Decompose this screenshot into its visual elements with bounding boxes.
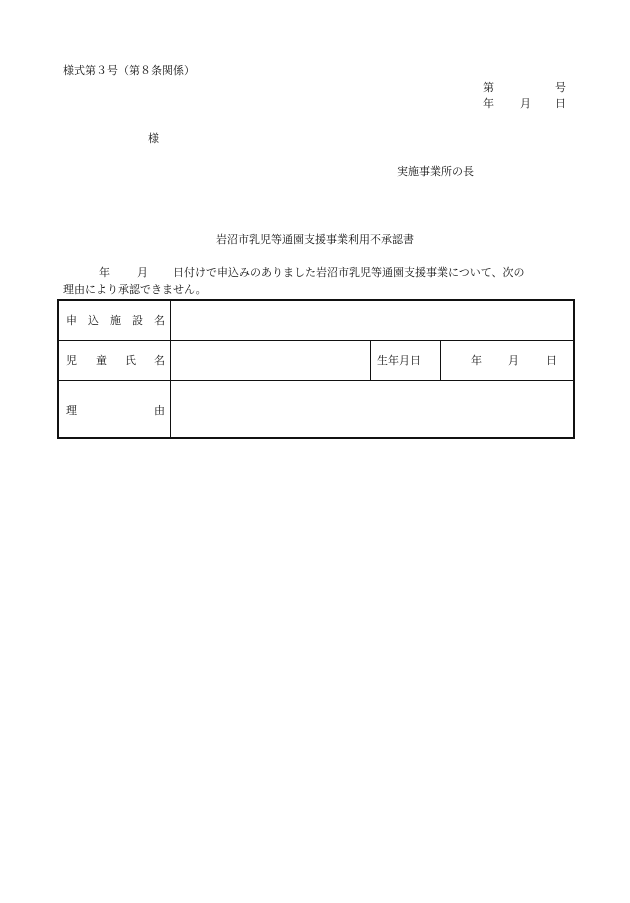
issue-date-month: 月	[520, 97, 531, 110]
reason-label-char: 由	[154, 404, 165, 417]
issue-date-year: 年	[483, 97, 494, 110]
birth-month-label: 月	[508, 354, 519, 367]
facility-name-field[interactable]	[172, 301, 573, 340]
child-name-label-char: 名	[154, 354, 165, 367]
facility-name-label-char: 込	[88, 314, 99, 327]
document-number-prefix: 第	[483, 81, 494, 94]
reason-field[interactable]	[172, 381, 573, 437]
body-line1-text: 日付けで申込みのありました岩沼市乳児等通園支援事業について、次の	[173, 266, 525, 279]
birth-year-label: 年	[471, 354, 482, 367]
table-column-divider	[440, 340, 441, 380]
form-number: 様式第３号（第８条関係）	[63, 64, 195, 77]
reason-label-char: 理	[66, 404, 77, 417]
table-column-divider	[370, 340, 371, 380]
body-year: 年	[99, 266, 110, 279]
birth-day-label: 日	[546, 354, 557, 367]
child-name-label-char: 児	[66, 354, 77, 367]
birthdate-label: 生年月日	[377, 354, 421, 367]
body-text-line2: 理由により承認できません。	[63, 283, 207, 296]
application-table	[57, 299, 575, 439]
sender-title: 実施事業所の長	[397, 165, 474, 178]
facility-name-label-char: 設	[132, 314, 143, 327]
body-month: 月	[137, 266, 148, 279]
addressee-honorific: 様	[148, 132, 159, 145]
facility-name-label-char: 名	[154, 314, 165, 327]
birthdate-field[interactable]	[442, 341, 573, 380]
document-number-suffix: 号	[555, 81, 566, 94]
child-name-label-char: 童	[96, 354, 107, 367]
issue-date-day: 日	[555, 97, 566, 110]
document-title: 岩沼市乳児等通園支援事業利用不承認書	[216, 233, 414, 246]
child-name-label-char: 氏	[125, 354, 136, 367]
facility-name-label-char: 施	[110, 314, 121, 327]
facility-name-label-char: 申	[66, 314, 77, 327]
child-name-field[interactable]	[172, 341, 369, 380]
table-column-divider	[170, 301, 171, 437]
